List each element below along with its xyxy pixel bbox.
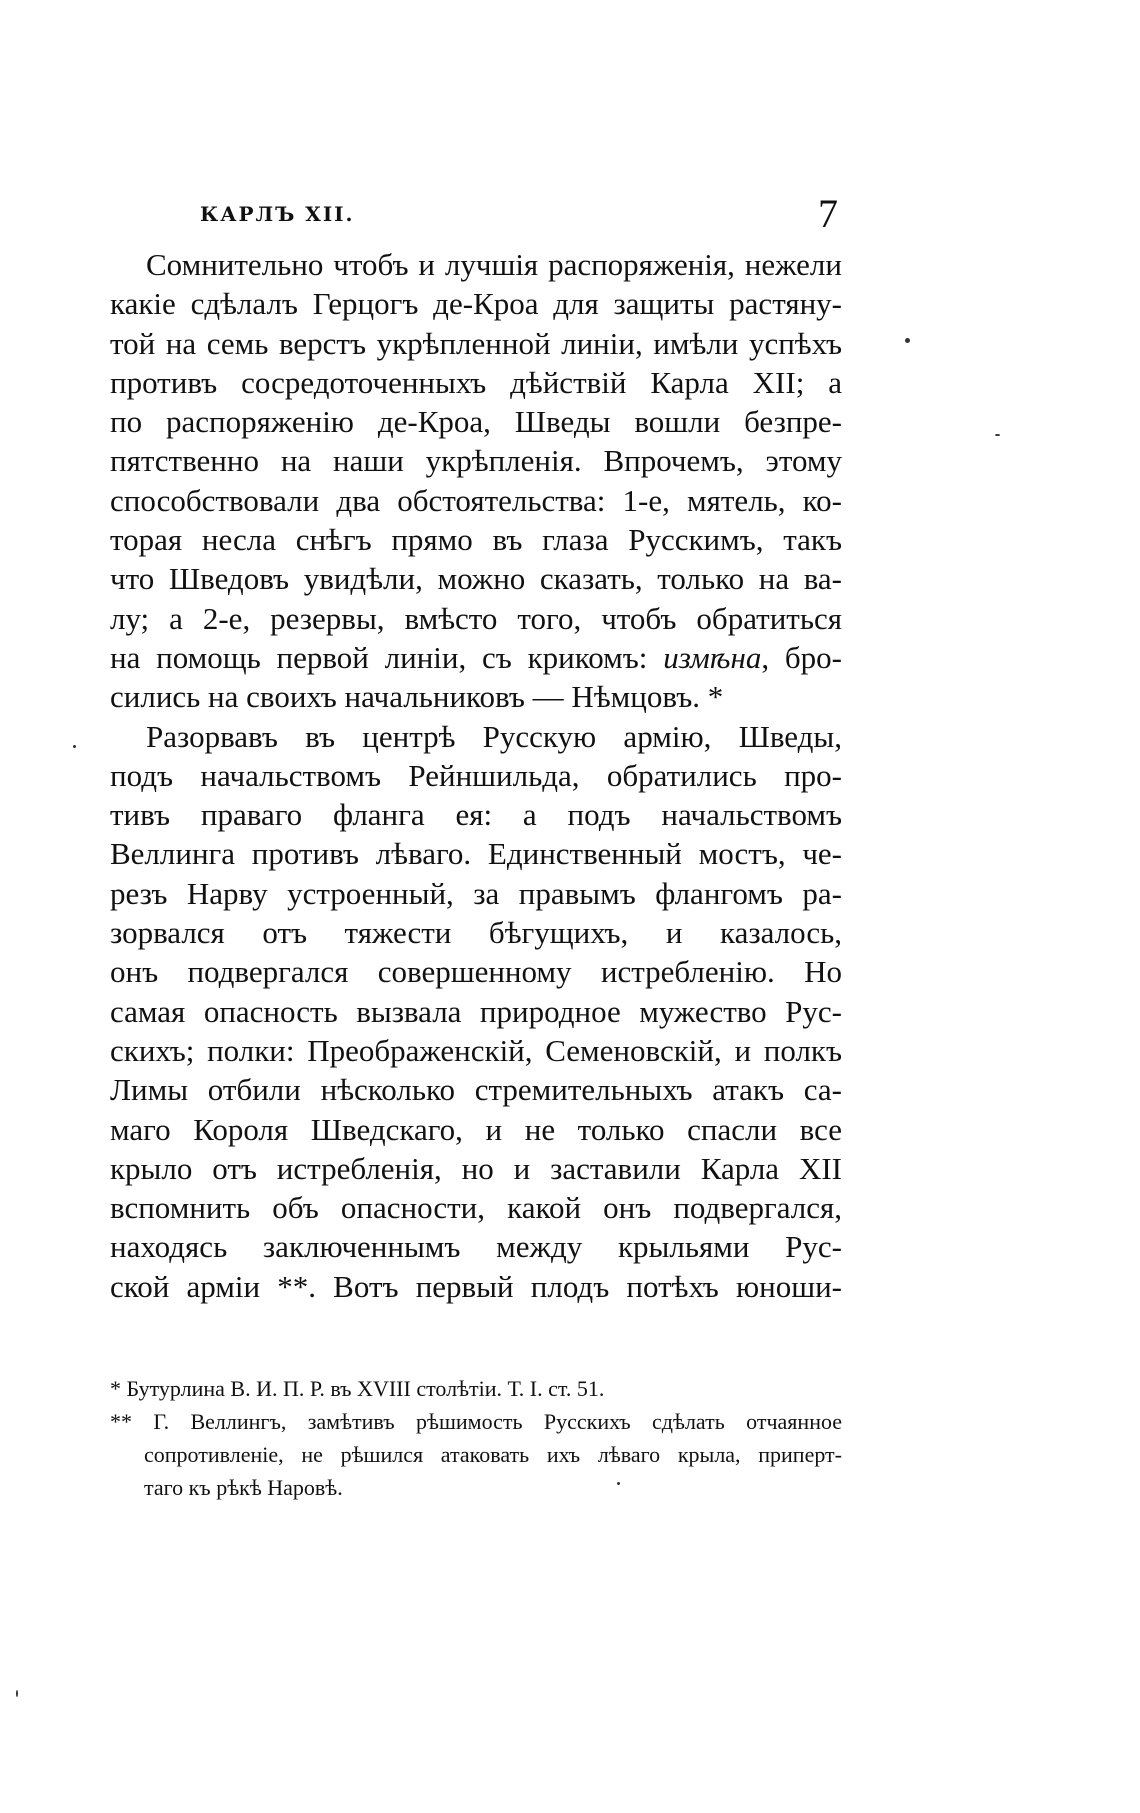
text-line: торая несла снѣгъ прямо въ глаза Русскимъ, такъ — [110, 522, 842, 558]
footnote-2-line: сопротивленіе, не рѣшился атаковать ихъ лѣваго крыла, приперт- — [144, 1442, 842, 1467]
izmena-post: , бро- — [761, 639, 842, 675]
izmena-pre: на помощь первой линіи, съ крикомъ: — [110, 639, 664, 675]
page-number: 7 — [818, 191, 838, 236]
text-line: сились на своихъ начальниковъ — Нѣмцовъ. * — [110, 679, 724, 715]
text-line: пятственно на наши укрѣпленія. Впрочемъ, этому — [110, 443, 842, 479]
text-line: что Шведовъ увидѣли, можно сказать, только на ва- — [110, 561, 842, 597]
scan-speck — [16, 1690, 18, 1697]
text-line: скихъ; полки: Преображенскій, Семеновскій, и полкъ — [110, 1032, 842, 1068]
footnote-2-line: ** Г. Веллингъ, замѣтивъ рѣшимость Русскихъ сдѣлать отчаянное — [110, 1409, 842, 1434]
scan-speck — [905, 338, 910, 343]
text-line: противъ сосредоточенныхъ дѣйствій Карла XII; а — [110, 364, 842, 400]
text-line: по распоряженію де-Кроа, Шведы вошли безпре- — [110, 404, 842, 440]
text-line: находясь заключеннымъ между крыльями Рус- — [110, 1229, 842, 1265]
text-line: крыло отъ истребленія, но и заставили Карла XII — [110, 1150, 842, 1186]
text-line: маго Короля Шведскаго, и не только спасли все — [110, 1111, 842, 1147]
text-line: зорвался отъ тяжести бѣгущихъ, и казалось, — [110, 915, 842, 951]
footnote-1: * Бутурлина В. И. П. Р. въ XVIII столѣтіи. Т. I. ст. 51. — [110, 1376, 605, 1401]
text-line: Сомнительно чтобъ и лучшія распоряженія, нежели — [146, 247, 842, 282]
izmena-italic: измѣна — [663, 639, 762, 675]
text-line: самая опасность вызвала природное мужество Рус- — [110, 993, 842, 1029]
text-line: подъ начальствомъ Рейншильда, обратились про- — [110, 757, 842, 793]
text-line: Лимы отбили нѣсколько стремительныхъ атакъ са- — [110, 1072, 842, 1108]
text-line-izmena — [110, 638, 842, 677]
body-text — [110, 245, 842, 1306]
text-line: Веллинга противъ лѣваго. Единственный мостъ, че- — [110, 836, 842, 872]
running-head — [112, 190, 842, 240]
text-line: резъ Нарву устроенный, за правымъ флангомъ ра- — [110, 875, 842, 911]
text-line: ской арміи **. Вотъ первый плодъ потѣхъ юноши- — [110, 1268, 842, 1304]
text-line: лу; а 2-е, резервы, вмѣсто того, чтобъ обратиться — [110, 600, 842, 636]
footnote-2-line: таго къ рѣкѣ Наровѣ. — [144, 1475, 343, 1500]
running-title: КАРЛЪ XII. — [200, 202, 355, 226]
scan-speck — [617, 1482, 620, 1485]
text-line: той на семь верстъ укрѣпленной линіи, имѣли успѣхъ — [110, 325, 842, 361]
text-line: какіе сдѣлалъ Герцогъ де-Кроа для защиты растяну- — [110, 286, 842, 322]
text-line: Разорвавъ въ центрѣ Русскую армію, Шведы, — [146, 718, 842, 754]
text-line: вспомнить объ опасности, какой онъ подвергался, — [110, 1190, 842, 1226]
text-line: способствовали два обстоятельства: 1-е, мятель, ко- — [110, 482, 842, 518]
scan-speck — [73, 745, 76, 748]
text-line: тивъ праваго фланга ея: а подъ начальствомъ — [110, 797, 842, 833]
text-line: онъ подвергался совершенному истребленію. Но — [110, 954, 842, 990]
scan-speck — [995, 434, 1000, 436]
footnotes — [110, 1372, 842, 1504]
